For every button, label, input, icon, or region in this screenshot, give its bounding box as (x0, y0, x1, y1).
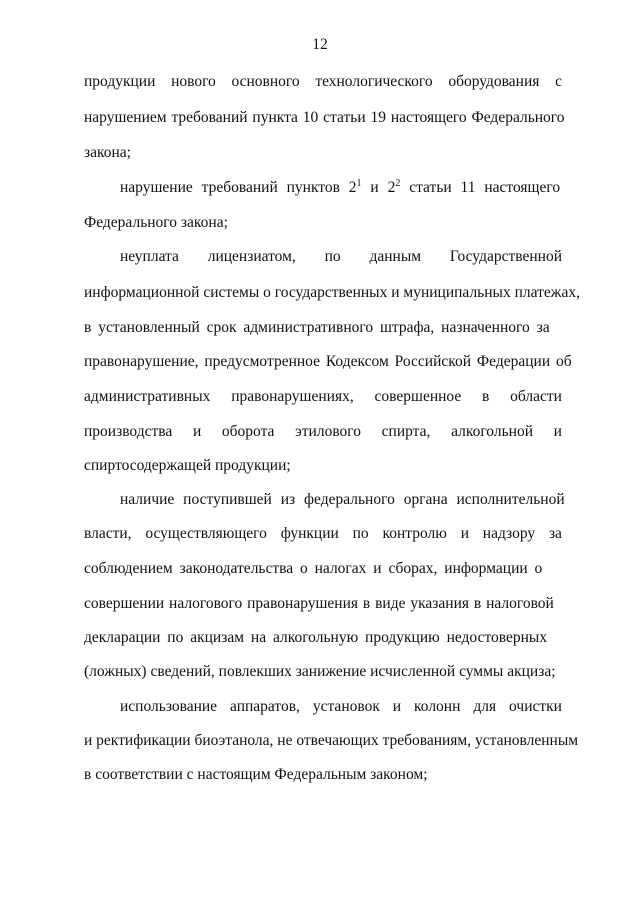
text-fragment: нарушение требований пунктов 2 (120, 179, 357, 196)
word: неуплата (120, 248, 179, 265)
word: по (324, 248, 341, 265)
word: и (460, 525, 469, 542)
text-line: (ложных) сведений, повлекших занижение исчисленной суммы акциза; (84, 663, 556, 680)
text-line: в соответствии с настоящим Федеральным законом; (84, 766, 428, 783)
text-line: соблюдением законодательства о налогах и сборах, информации о (84, 560, 543, 577)
word: по (352, 525, 369, 542)
word: и (192, 423, 202, 440)
text-line: Федерального закона; (84, 214, 228, 231)
word: продукции (84, 73, 156, 90)
text-line: и ректификации биоэтанола, не отвечающих требованиям, установленным (84, 732, 579, 749)
text-line (120, 697, 562, 717)
word: Государственной (449, 248, 562, 265)
word: области (510, 388, 562, 405)
text-line: декларации по акцизам на алкогольную продукцию недостоверных (84, 629, 548, 646)
word: оборудования (448, 73, 540, 90)
text-line: спиртосодержащей продукции; (84, 457, 291, 474)
text-line: нарушением требований пункта 10 статьи 19 настоящего Федерального (84, 109, 565, 126)
page-number: 12 (312, 36, 328, 53)
word: для (473, 698, 497, 715)
word: оборота (221, 423, 275, 440)
text-line: наличие поступившей из федерального органа исполнительной (120, 491, 565, 508)
text-line (84, 524, 562, 544)
text-line (84, 72, 562, 92)
word: технологического (315, 73, 433, 90)
word: и (392, 698, 402, 715)
text-line: совершении налогового правонарушения в виде указания в налоговой (84, 595, 554, 612)
text-line: закона; (84, 144, 131, 161)
word: осуществляющего (145, 525, 267, 542)
word: лицензиатом, (207, 248, 296, 265)
word: очистки (509, 698, 562, 715)
text-line: информационной системы о государственных и муниципальных платежах, (84, 284, 580, 301)
word: использование (120, 698, 218, 715)
text-line-with-superscripts (120, 178, 560, 198)
word: контролю (382, 525, 447, 542)
text-line (84, 422, 562, 442)
word: алкогольной (451, 423, 533, 440)
word: функции (280, 525, 339, 542)
superscript: 1 (356, 178, 362, 189)
text-line: правонарушение, предусмотренное Кодексом Российской Федерации об (84, 353, 572, 370)
text-fragment: и 2 (361, 179, 396, 196)
superscript: 2 (395, 178, 401, 189)
word: надзору (482, 525, 536, 542)
word: с (555, 73, 562, 90)
word: основного (231, 73, 300, 90)
word: совершенное (374, 388, 462, 405)
word: аппаратов, (230, 698, 300, 715)
word: административных (84, 388, 211, 405)
word: данным (369, 248, 422, 265)
word: в (482, 388, 490, 405)
word: нового (171, 73, 216, 90)
text-line: в установленный срок административного штрафа, назначенного за (84, 319, 550, 336)
word: власти, (84, 525, 132, 542)
text-line (84, 387, 562, 407)
word: правонарушениях, (231, 388, 354, 405)
word: спирта, (381, 423, 431, 440)
word: колонн (414, 698, 461, 715)
word: установок (312, 698, 380, 715)
word: за (548, 525, 562, 542)
word: производства (84, 423, 173, 440)
text-line (120, 247, 562, 267)
word: этилового (295, 423, 361, 440)
word: и (553, 423, 562, 440)
text-fragment: статьи 11 настоящего (400, 179, 561, 196)
